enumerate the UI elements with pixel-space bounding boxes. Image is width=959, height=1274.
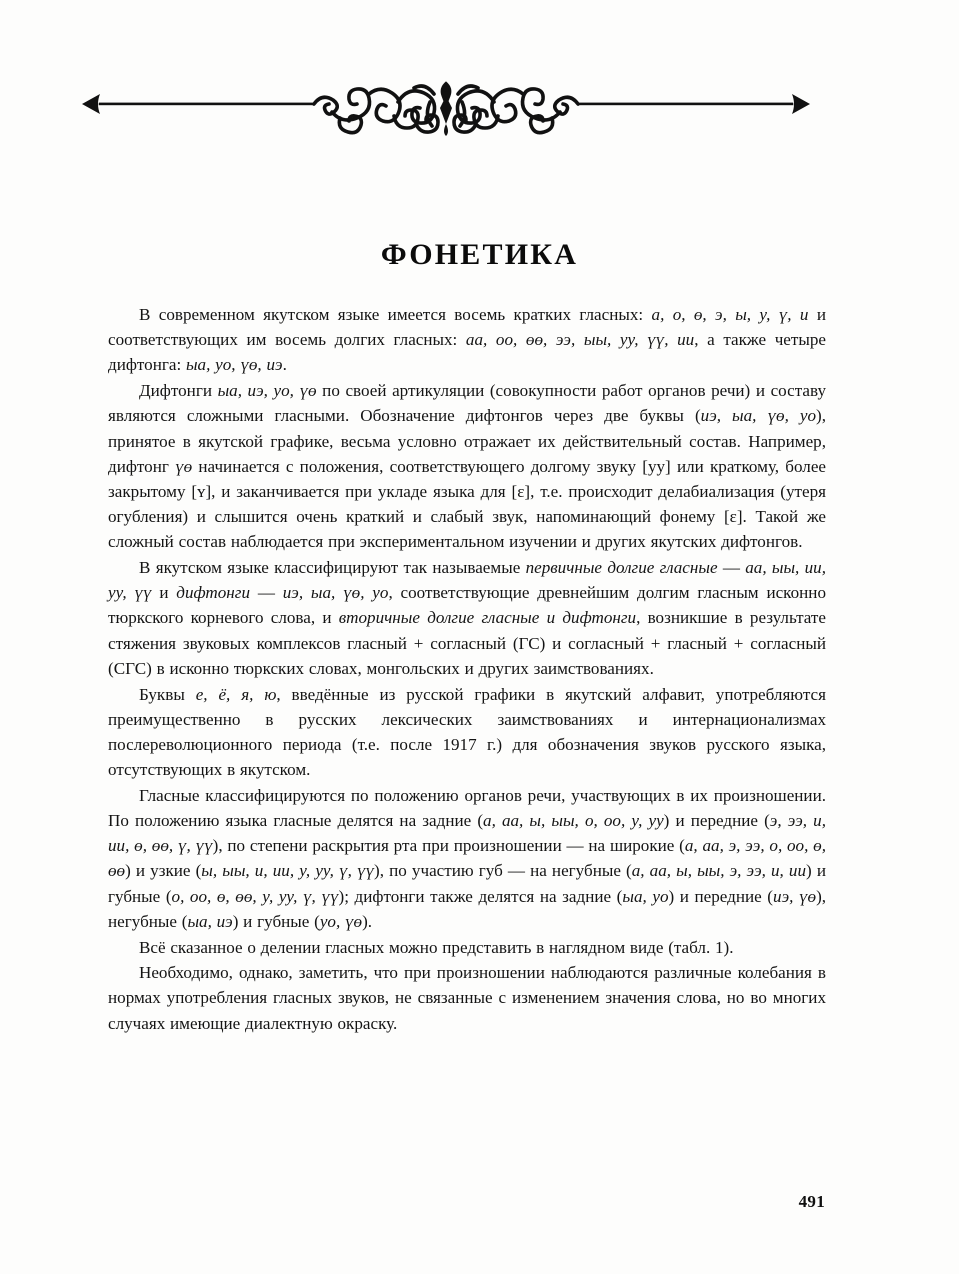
paragraph: В современном якутском языке имеется восемь кратких гласных: а, о, ө, э, ы, у, ү, и и соответствующих им восемь долгих гласных: аа, оо, өө, ээ, ыы, уу, үү, ии, а также четыре дифтонга: ыа, уо, үө, иэ. — [108, 305, 826, 375]
paragraph: Буквы е, ё, я, ю, введённые из русской графики в якутский алфавит, употребляются преимущественно в русских лексических заимствованиях и интернационализмах послереволюционного периода (т.е. после 1917 г.) для обозначения звуков русского языка, отсутствующих в якутском. — [108, 684, 826, 780]
paragraph: Всё сказанное о делении гласных можно представить в наглядном виде (табл. 1). — [139, 937, 734, 957]
paragraph: В якутском языке классифицируют так называемые первичные долгие гласные — аа, ыы, ии, уу, үү и дифтонги — иэ, ыа, үө, уо, соответствующие древнейшим долгим гласным исконно тюркского корневого слова, и вторичные долгие гласные и дифтонги, возникшие в результате стяжения звуковых комплексов гласный + согласный (ГС) и согласный + гласный + согласный (СГС) в исконно тюркских словах, монгольских и других заимствованиях. — [108, 558, 827, 678]
paragraph: Дифтонги ыа, иэ, уо, үө по своей артикуляции (совокупности работ органов речи) и составу являются сложными гласными. Обозначение дифтонгов через две буквы (иэ, ыа, үө, уо), принятое в якутской графике, весьма условно отражает их действительный состав. Например, дифтонг үө начинается с положения, соответствующего долгому звуку [уу] или краткому, более закрытому [ʏ], и заканчивается при укладе языка для [ɛ], т.е. происходит делабиализация (утеря огубления) и слышится очень краткий и слабый звук, напоминающий фонему [ɛ]. Такой же сложный состав наблюдается при экспериментальном изучении и других якутских дифтонгов. — [108, 381, 827, 552]
paragraph: Гласные классифицируются по положению органов речи, участвующих в их произношении. По положению языка гласные делятся на задние (а, аа, ы, ыы, о, оо, у, уу) и передние (э, ээ, и, ии, ө, өө, ү, үү), по степени раскрытия рта при произношении — на широкие (а, аа, э, ээ, о, оо, ө, өө) и узкие (ы, ыы, и, ии, у, уу, ү, үү), по участию губ — на негубные (а, аа, ы, ыы, э, ээ, и, ии) и губные (о, оо, ө, өө, у, уу, ү, үү); дифтонги также делятся на задние (ыа, уо) и передние (иэ, үө), негубные (ыа, иэ) и губные (уо, үө). — [108, 785, 827, 931]
body-text — [108, 302, 826, 1036]
paragraph: Необходимо, однако, заметить, что при произношении наблюдаются различные колебания в нормах употребления гласных звуков, не связанные с изменением значения слова, но во многих случаях имеющие диалектную окраску. — [108, 963, 826, 1033]
page-title: ФОНЕТИКА — [380, 238, 579, 271]
page-number: 491 — [798, 1192, 825, 1211]
filigree-divider-ornament — [78, 72, 814, 136]
